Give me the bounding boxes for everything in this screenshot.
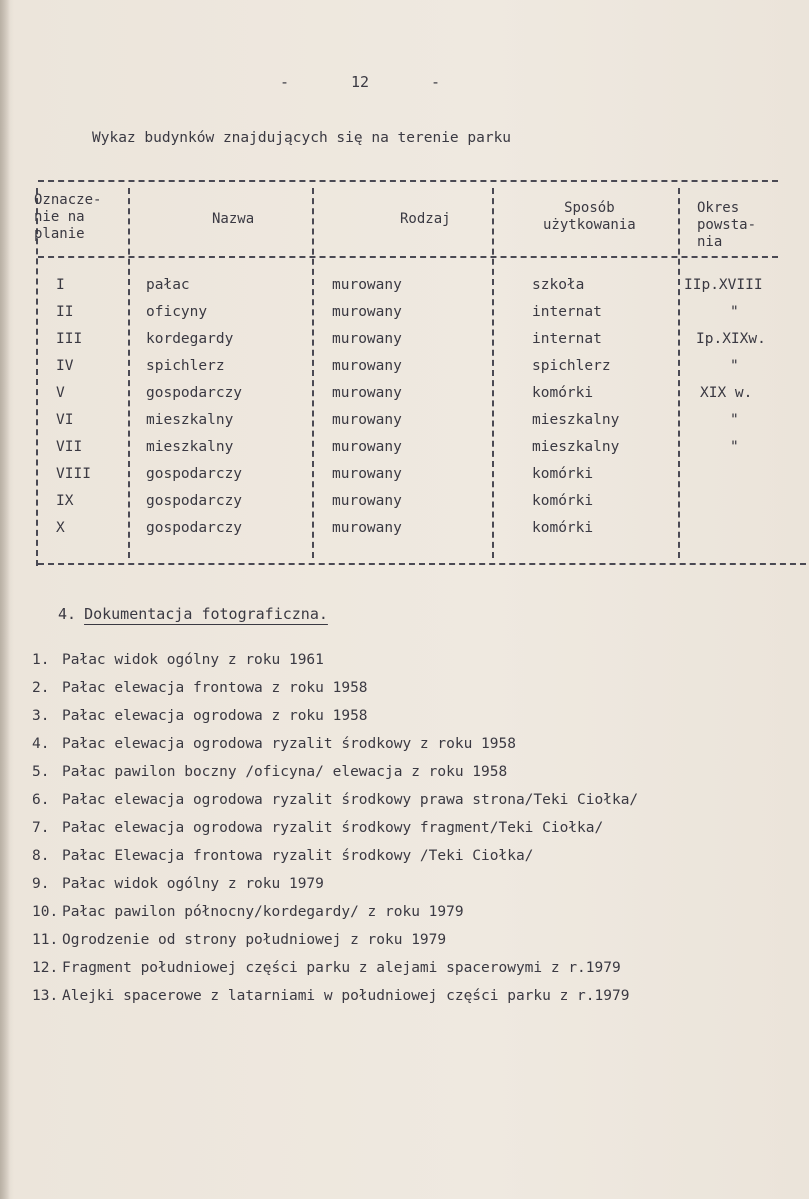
cell-rodzaj: murowany xyxy=(332,520,402,536)
cell-nazwa: gospodarczy xyxy=(146,385,243,401)
list-item-number: 7. xyxy=(32,820,50,836)
list-item-number: 6. xyxy=(32,792,50,808)
list-item xyxy=(32,932,446,948)
page-number-dash-left: - xyxy=(280,73,290,91)
cell-nazwa: mieszkalny xyxy=(146,412,234,428)
cell-oznaczenie: IX xyxy=(56,493,74,509)
list-item xyxy=(32,960,621,976)
header-rodzaj: Rodzaj xyxy=(400,211,451,227)
table-row xyxy=(0,385,809,412)
cell-nazwa: gospodarczy xyxy=(146,493,243,509)
cell-oznaczenie: II xyxy=(56,304,74,320)
cell-okres: " xyxy=(730,304,739,320)
cell-okres: IIp.XVIII xyxy=(684,277,763,293)
table-row xyxy=(0,520,809,547)
section-title: Dokumentacja fotograficzna. xyxy=(84,605,328,623)
cell-sposob: komórki xyxy=(532,520,594,536)
table-top-rule xyxy=(38,180,778,182)
cell-nazwa: kordegardy xyxy=(146,331,234,347)
table-row xyxy=(0,439,809,466)
cell-sposob: mieszkalny xyxy=(532,439,620,455)
list-item-text: Fragment południowej części parku z alejami spacerowymi z r.1979 xyxy=(62,960,621,976)
cell-okres: " xyxy=(730,412,739,428)
list-item xyxy=(32,820,603,836)
cell-sposob: mieszkalny xyxy=(532,412,620,428)
table-header-rule xyxy=(38,256,778,258)
list-item-text: Ogrodzenie od strony południowej z roku 1979 xyxy=(62,932,447,948)
cell-sposob: szkoła xyxy=(532,277,585,293)
cell-nazwa: gospodarczy xyxy=(146,466,243,482)
cell-nazwa: spichlerz xyxy=(146,358,225,374)
cell-okres: " xyxy=(730,358,739,374)
cell-rodzaj: murowany xyxy=(332,439,402,455)
list-item-text: Alejki spacerowe z latarniami w południowej części parku z r.1979 xyxy=(62,988,630,1004)
list-item-number: 2. xyxy=(32,680,50,696)
list-item-text: Pałac elewacja ogrodowa ryzalit środkowy fragment/Teki Ciołka/ xyxy=(62,820,604,836)
page-number-dash-right: - xyxy=(430,73,440,91)
list-item-text: Pałac widok ogólny z roku 1961 xyxy=(62,652,324,668)
page-number-value: 12 xyxy=(350,73,370,91)
header-oznaczenie: Oznacze- nie na planie xyxy=(34,192,102,242)
cell-oznaczenie: IV xyxy=(56,358,74,374)
list-item-number: 8. xyxy=(32,848,50,864)
list-item-text: Pałac pawilon boczny /oficyna/ elewacja z roku 1958 xyxy=(62,764,508,780)
list-item xyxy=(32,680,368,696)
list-item-number: 5. xyxy=(32,764,50,780)
list-item-number: 12. xyxy=(32,960,59,976)
table-bottom-rule xyxy=(38,563,806,565)
cell-sposob: komórki xyxy=(532,493,594,509)
cell-sposob: komórki xyxy=(532,385,594,401)
cell-rodzaj: murowany xyxy=(332,466,402,482)
cell-oznaczenie: V xyxy=(56,385,65,401)
list-item-text: Pałac elewacja ogrodowa z roku 1958 xyxy=(62,708,368,724)
list-item xyxy=(32,708,368,724)
cell-rodzaj: murowany xyxy=(332,304,402,320)
table-row xyxy=(0,466,809,493)
cell-nazwa: pałac xyxy=(146,277,190,293)
list-item xyxy=(32,764,507,780)
header-sposob: Sposób użytkowania xyxy=(543,200,636,233)
list-item xyxy=(32,792,638,808)
cell-rodzaj: murowany xyxy=(332,412,402,428)
cell-sposob: komórki xyxy=(532,466,594,482)
cell-sposob: internat xyxy=(532,304,602,320)
cell-nazwa: mieszkalny xyxy=(146,439,234,455)
list-item-number: 9. xyxy=(32,876,50,892)
section-heading xyxy=(58,605,328,623)
list-item xyxy=(32,652,324,668)
header-nazwa: Nazwa xyxy=(212,211,255,227)
cell-rodzaj: murowany xyxy=(332,277,402,293)
table-row xyxy=(0,331,809,358)
list-item-number: 10. xyxy=(32,904,59,920)
table-row xyxy=(0,277,809,304)
list-item-text: Pałac pawilon północny/kordegardy/ z roku 1979 xyxy=(62,904,464,920)
list-item xyxy=(32,736,516,752)
table-row xyxy=(0,358,809,385)
cell-oznaczenie: I xyxy=(56,277,65,293)
cell-rodzaj: murowany xyxy=(332,385,402,401)
cell-rodzaj: murowany xyxy=(332,358,402,374)
binding-shadow xyxy=(0,0,10,1199)
list-item-number: 4. xyxy=(32,736,50,752)
list-item-number: 13. xyxy=(32,988,59,1004)
cell-oznaczenie: III xyxy=(56,331,83,347)
cell-okres: " xyxy=(730,439,739,455)
cell-rodzaj: murowany xyxy=(332,331,402,347)
cell-okres: XIX w. xyxy=(700,385,753,401)
cell-oznaczenie: VII xyxy=(56,439,83,455)
cell-sposob: spichlerz xyxy=(532,358,611,374)
cell-oznaczenie: VIII xyxy=(56,466,91,482)
list-item-text: Pałac elewacja ogrodowa ryzalit środkowy z roku 1958 xyxy=(62,736,516,752)
list-item-text: Pałac Elewacja frontowa ryzalit środkowy /Teki Ciołka/ xyxy=(62,848,534,864)
list-item-text: Pałac widok ogólny z roku 1979 xyxy=(62,876,324,892)
list-item-number: 3. xyxy=(32,708,50,724)
cell-rodzaj: murowany xyxy=(332,493,402,509)
cell-oznaczenie: X xyxy=(56,520,65,536)
list-item-number: 1. xyxy=(32,652,50,668)
list-item-text: Pałac elewacja ogrodowa ryzalit środkowy prawa strona/Teki Ciołka/ xyxy=(62,792,639,808)
cell-sposob: internat xyxy=(532,331,602,347)
list-item-number: 11. xyxy=(32,932,59,948)
header-okres: Okres powsta- nia xyxy=(697,200,757,250)
list-item xyxy=(32,988,629,1004)
page-number xyxy=(280,73,440,91)
section-number: 4. xyxy=(58,605,77,623)
list-item xyxy=(32,904,464,920)
list-item-text: Pałac elewacja frontowa z roku 1958 xyxy=(62,680,368,696)
table-row xyxy=(0,412,809,439)
table-row xyxy=(0,493,809,520)
cell-nazwa: oficyny xyxy=(146,304,208,320)
table-heading: Wykaz budynków znajdujących się na terenie parku xyxy=(92,130,512,146)
cell-nazwa: gospodarczy xyxy=(146,520,243,536)
cell-oznaczenie: VI xyxy=(56,412,74,428)
list-item xyxy=(32,848,533,864)
cell-okres: Ip.XIXw. xyxy=(696,331,766,347)
list-item xyxy=(32,876,324,892)
table-row xyxy=(0,304,809,331)
